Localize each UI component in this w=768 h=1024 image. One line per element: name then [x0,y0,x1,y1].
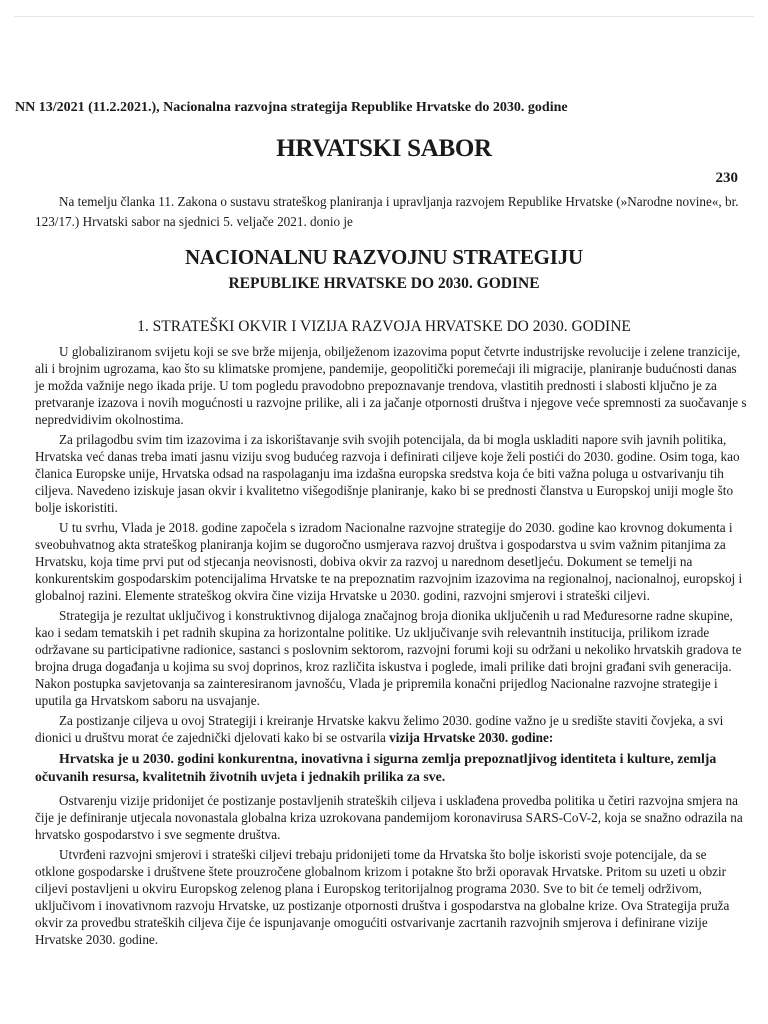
top-divider [14,16,754,17]
body-paragraph: U globaliziranom svijetu koji se sve brže mijenja, obilježenom izazovima poput četvrte industrijske revolucije i zelene tranzicije, ali i brojnim ugrozama, kao što su klimatske promjene, pandemije, geopolitički poremećaji ili migracije, planiranje budućnosti danas je možda važnije nego ikada prije. U tom pogledu pravodobno prepoznavanje trendova, vlastitih prednosti i slabosti ključno je za pretvaranje izazova i novih mogućnosti u razvojne prilike, ali i za jačanje otpornosti društva i njegove veće spremnosti za suočavanje s nepredvidivim okolnostima. [35,344,747,427]
document-subtitle: REPUBLIKE HRVATSKE DO 2030. GODINE [228,275,540,292]
vision-intro-bold: vizija Hrvatske 2030. godine: [389,730,554,745]
section-heading: 1. STRATEŠKI OKVIR I VIZIJA RAZVOJA HRVATSKE DO 2030. GODINE [137,318,631,335]
legal-basis-intro [35,192,743,231]
document-body [35,343,747,951]
document-title: NACIONALNU RAZVOJNU STRATEGIJU [184,245,584,269]
document-number: 230 [715,170,738,186]
gazette-reference: NN 13/2021 (11.2.2021.), Nacionalna razvojna strategija Republike Hrvatske do 2030. godine [15,100,568,115]
body-paragraph: Strategija je rezultat uključivog i konstruktivnog dijaloga značajnog broja dionika uključenih u rad Međuresorne radne skupine, kao i sedam tematskih i pet radnih skupina za horizontalne politike. Uz uključivanje svih relevantnih institucija, prilikom izrade održavane su participativne radionice, sastanci s poslovnim sektorom, razvojni forumi koji su održani u nekoliko hrvatskih gradova te brojna druga događanja u kojima su svoj doprinos, kroz različita iskustva i poglede, imali prilike dati brojni građani svih generacija. Nakon postupka savjetovanja sa zainteresiranom javnošću, Vlada je pripremila konačni prijedlog Nacionalne razvojne strategije i uputila ga Hrvatskom saboru na usvajanje. [35,608,742,708]
vision-intro-paragraph [35,712,747,746]
body-paragraph: Ostvarenju vizije pridonijet će postizanje postavljenih strateških ciljeva i usklađena provedba politika u četiri razvojna smjera na čije je definiranje utjecala novonastala globalna kriza uzrokovana pandemijom koronavirusa SARS-CoV-2, koja se snažno odrazila na hrvatsko gospodarstvo i sve segmente društva. [35,793,743,842]
vision-statement: Hrvatska je u 2030. godini konkurentna, inovativna i sigurna zemlja prepoznatljivog identiteta i kulture, zemlja očuvanih resursa, kvalitetnih životnih uvjeta i jednakih prilika za sve. [35,751,717,784]
body-paragraph: Za prilagodbu svim tim izazovima i za iskorištavanje svih svojih potencijala, da bi mogla uskladiti napore svih javnih politika, Hrvatska već danas treba imati jasnu viziju svog budućeg razvoja i definirati ciljeve koje želi postići do 2030. godine. Osim toga, kao članica Europske unije, Hrvatska odsad na raspolaganju ima izdašna europska sredstva koja će biti važna poluga u ostvarivanju tih ciljeva. Navedeno iziskuje jasan okvir i kvalitetno višegodišnje planiranje, kako bi se prednosti članstva u Europskoj uniji mogle što bolje iskoristiti. [35,432,740,515]
issuer-heading: HRVATSKI SABOR [276,135,492,162]
body-paragraph: U tu svrhu, Vlada je 2018. godine započela s izradom Nacionalne razvojne strategije do 2030. godine kao krovnog dokumenta i sveobuhvatnog akta strateškog planiranja kojim se dugoročno usmjerava razvoj društva i gospodarstva u svim važnim pitanjima za Hrvatsku, koja time prvi put od stjecanja neovisnosti, dobiva okvir za razvoj u narednom desetljeću. Dokument se temelji na konkurentskim gospodarskim potencijalima Hrvatske te na prepoznatim razvojnim izazovima na regionalnoj, nacionalnoj, europskoj i globalnoj razini. Elemente strateškog okvira čine vizija Hrvatske u 2030. godini, razvojni smjerovi i strateški ciljevi. [35,520,743,603]
body-paragraph: Utvrđeni razvojni smjerovi i strateški ciljevi trebaju pridonijeti tome da Hrvatska što bolje iskoristi svoje potencijale, da se otklone gospodarske i društvene štete prouzročene globalnom krizom i potakne što brži oporavak Hrvatske. Pritom su uzeti u obzir ciljevi postavljeni u okviru Europskog zelenog plana i Europskog teritorijalnog programa 2030. Sve to bit će temelj održivom, uključivom i inovativnom razvoju Hrvatske, uz postizanje otpornosti društva i gospodarstva na globalne krize. Ova Strategija pruža okvir za provedbu strateških ciljeva čije će ispunjavanje omogućiti ostvarivanje zacrtanih razvojnih smjerova i definirane vizije Hrvatske 2030. godine. [35,847,730,947]
vision-intro-text: Za postizanje ciljeva u ovoj Strategiji i kreiranje Hrvatske kakvu želimo 2030. godine važno je u središte staviti čovjeka, a svi dionici u društvu morat će zajednički djelovati kako bi se ostvarila [35,713,724,745]
intro-paragraph: Na temelju članka 11. Zakona o sustavu strateškog planiranja i upravljanja razvojem Republike Hrvatske (»Narodne novine«, br. 123/17.) Hrvatski sabor na sjednici 5. veljače 2021. donio je [35,194,739,229]
